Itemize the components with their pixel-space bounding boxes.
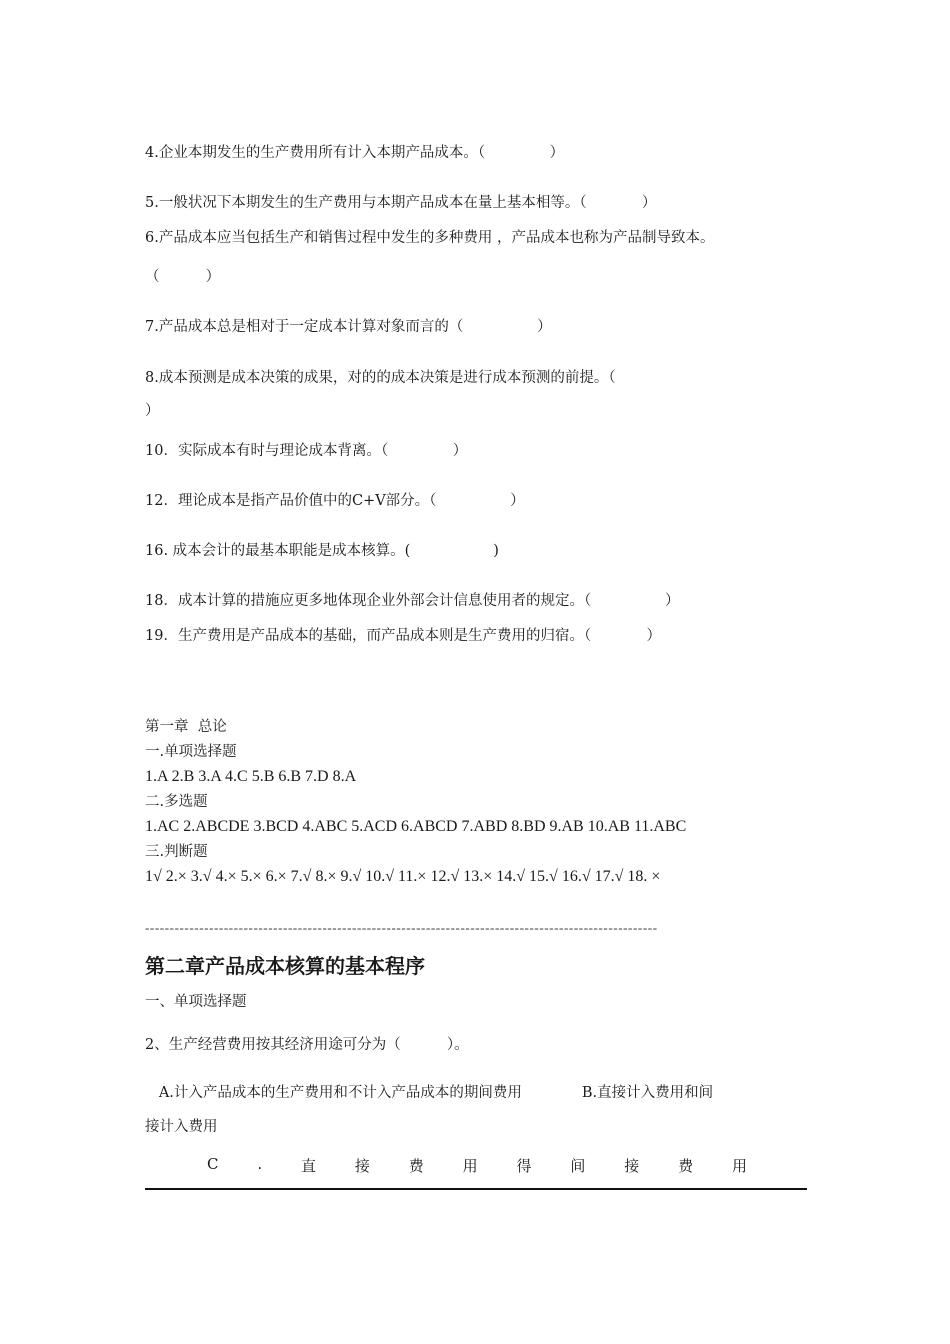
judgment-item-6: 6.产品成本应当包括生产和销售过程中发生的多种费用 ，产品成本也称为产品制导致本。 [145, 230, 715, 246]
answer-multi-choice: 1.AC 2.ABCDE 3.BCD 4.ABC 5.ACD 6.ABCD 7.ABD 8.BD 9.AB 10.AB 11.ABC [145, 818, 687, 835]
judgment-item-4: 4.企业本期发生的生产费用所有计入本期产品成本。（ ） [145, 145, 565, 161]
chapter-2-section-title: 一、单项选择题 [145, 994, 247, 1010]
judgment-item-6-bracket: （ ） [145, 269, 221, 285]
option-c-char: 费 [678, 1157, 694, 1175]
chapter-2-title: 第二章产品成本核算的基本程序 [145, 954, 425, 978]
answer-chapter-title: 第一章 总论 [145, 719, 227, 735]
answer-section-single-choice: 一.单项选择题 [145, 744, 237, 760]
judgment-item-7: 7.产品成本总是相对于一定成本计算对象而言的（ ） [145, 319, 552, 335]
option-c-char: 得 [516, 1157, 532, 1175]
option-c-char: 用 [462, 1157, 478, 1175]
answer-section-multi-choice: 二.多选题 [145, 794, 208, 810]
question-2-options-ab: A.计入产品成本的生产费用和不计入产品成本的期间费用 B.直接计入费用和间 [145, 1085, 714, 1101]
answer-section-judgment: 三.判断题 [145, 844, 208, 860]
judgment-item-18: 18．成本计算的措施应更多地体现企业外部会计信息使用者的规定。（ ） [145, 593, 680, 609]
option-c-char: 接 [624, 1157, 640, 1175]
answer-single-choice: 1.A 2.B 3.A 4.C 5.B 6.B 7.D 8.A [145, 768, 357, 785]
judgment-item-16: 16. 成本会计的最基本职能是成本核算。( ) [145, 543, 499, 559]
dashed-separator: -------------------------------------------------------------------------------------------------------- [145, 920, 658, 935]
option-c-underline [145, 1188, 807, 1190]
option-c-char: 直 [300, 1157, 316, 1175]
option-c-char: 用 [731, 1157, 747, 1175]
judgment-item-5: 5.一般状况下本期发生的生产费用与本期产品成本在量上基本相等。（ ） [145, 195, 657, 211]
chapter-2-question-2: 2、生产经营费用按其经济用途可分为（ ）。 [145, 1037, 469, 1053]
option-c-char: C [207, 1155, 219, 1173]
answer-judgment: 1√ 2.× 3.√ 4.× 5.× 6.× 7.√ 8.× 9.√ 10.√ 11.× 12.√ 13.× 14.√ 15.√ 16.√ 17.√ 18. × [145, 868, 661, 885]
judgment-item-8-bracket: ） [145, 403, 160, 419]
question-2-options-ab-cont: 接计入费用 [145, 1119, 218, 1135]
option-c-char: 接 [354, 1157, 370, 1175]
judgment-item-8: 8.成本预测是成本决策的成果，对的的成本决策是进行成本预测的前提。（ [145, 370, 616, 386]
option-c-char: . [257, 1155, 263, 1173]
question-2-option-c [145, 1155, 807, 1176]
judgment-item-12: 12．理论成本是指产品价值中的C+V部分。（ ） [145, 493, 525, 509]
judgment-item-10: 10．实际成本有时与理论成本背离。（ ） [145, 443, 468, 459]
judgment-item-19: 19．生产费用是产品成本的基础，而产品成本则是生产费用的归宿。（ ） [145, 628, 662, 644]
option-c-char: 间 [570, 1157, 586, 1175]
option-c-char: 费 [408, 1157, 424, 1175]
